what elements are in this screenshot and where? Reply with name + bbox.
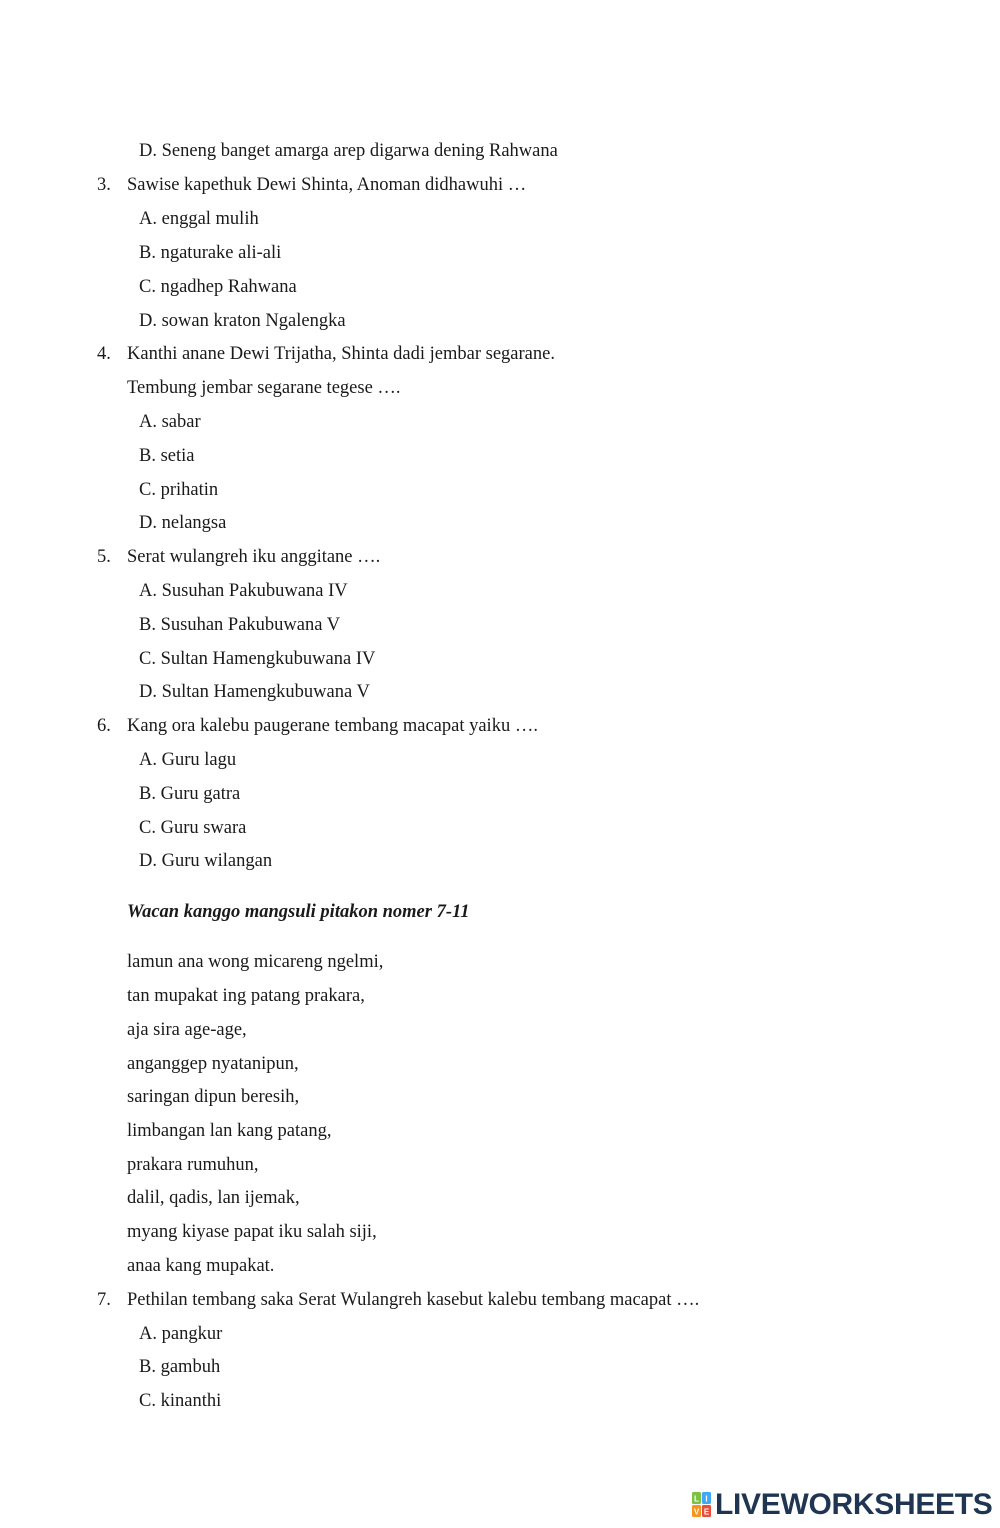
poem-line: myang kiyase papat iku salah siji, — [127, 1222, 377, 1242]
question-text: Kang ora kalebu paugerane tembang macapat yaiku …. — [127, 716, 538, 736]
question-5-option-a: A. Susuhan Pakubuwana IV — [139, 581, 348, 601]
question-number: 5. — [97, 547, 111, 567]
poem-line: lamun ana wong micareng ngelmi, — [127, 952, 384, 972]
question-4-option-d: D. nelangsa — [139, 513, 227, 533]
poem-line: tan mupakat ing patang prakara, — [127, 986, 365, 1006]
question-4-text-line-2: Tembung jembar segarane tegese …. — [127, 378, 401, 398]
liveworksheets-logo-icon — [692, 1492, 712, 1518]
question-number: 7. — [97, 1290, 111, 1310]
svg-text:L: L — [694, 1494, 699, 1504]
svg-text:E: E — [703, 1507, 710, 1517]
question-7-option-a: A. pangkur — [139, 1324, 223, 1344]
question-number: 6. — [97, 716, 111, 736]
question-3-option-b: B. ngaturake ali-ali — [139, 243, 282, 263]
svg-text:V: V — [693, 1507, 700, 1517]
question-4-option-b: B. setia — [139, 446, 195, 466]
poem-line: limbangan lan kang patang, — [127, 1121, 332, 1141]
poem-line: anganggep nyatanipun, — [127, 1054, 299, 1074]
question-6-option-c: C. Guru swara — [139, 818, 247, 838]
question-5-option-c: C. Sultan Hamengkubuwana IV — [139, 649, 376, 669]
poem-line: dalil, qadis, lan ijemak, — [127, 1188, 300, 1208]
question-text: Sawise kapethuk Dewi Shinta, Anoman didhawuhi … — [127, 175, 527, 195]
question-6-option-b: B. Guru gatra — [139, 784, 241, 804]
question-2-option-d: D. Seneng banget amarga arep digarwa dening Rahwana — [139, 141, 558, 161]
question-5-option-b: B. Susuhan Pakubuwana V — [139, 615, 341, 635]
question-4-option-a: A. sabar — [139, 412, 201, 432]
question-7-option-b: B. gambuh — [139, 1357, 221, 1377]
question-6-option-a: A. Guru lagu — [139, 750, 237, 770]
question-3-option-a: A. enggal mulih — [139, 209, 259, 229]
question-number: 3. — [97, 175, 111, 195]
question-3-option-d: D. sowan kraton Ngalengka — [139, 311, 346, 331]
question-number: 4. — [97, 344, 111, 364]
poem-line: saringan dipun beresih, — [127, 1087, 300, 1107]
logo-text: LIVEWORKSHEETS — [715, 1488, 993, 1521]
question-text: Serat wulangreh iku anggitane …. — [127, 547, 381, 567]
question-4-option-c: C. prihatin — [139, 480, 219, 500]
question-6-option-d: D. Guru wilangan — [139, 851, 273, 871]
poem-line: aja sira age-age, — [127, 1020, 247, 1040]
question-7-option-c: C. kinanthi — [139, 1391, 222, 1411]
poem-line: anaa kang mupakat. — [127, 1256, 275, 1276]
reading-heading: Wacan kanggo mangsuli pitakon nomer 7-11 — [127, 902, 470, 922]
question-text: Pethilan tembang saka Serat Wulangreh kasebut kalebu tembang macapat …. — [127, 1290, 700, 1310]
liveworksheets-logo — [692, 1488, 993, 1522]
svg-text:I: I — [705, 1494, 708, 1504]
poem-line: prakara rumuhun, — [127, 1155, 259, 1175]
question-3-option-c: C. ngadhep Rahwana — [139, 277, 297, 297]
question-text: Kanthi anane Dewi Trijatha, Shinta dadi jembar segarane. — [127, 344, 555, 364]
question-5-option-d: D. Sultan Hamengkubuwana V — [139, 682, 370, 702]
